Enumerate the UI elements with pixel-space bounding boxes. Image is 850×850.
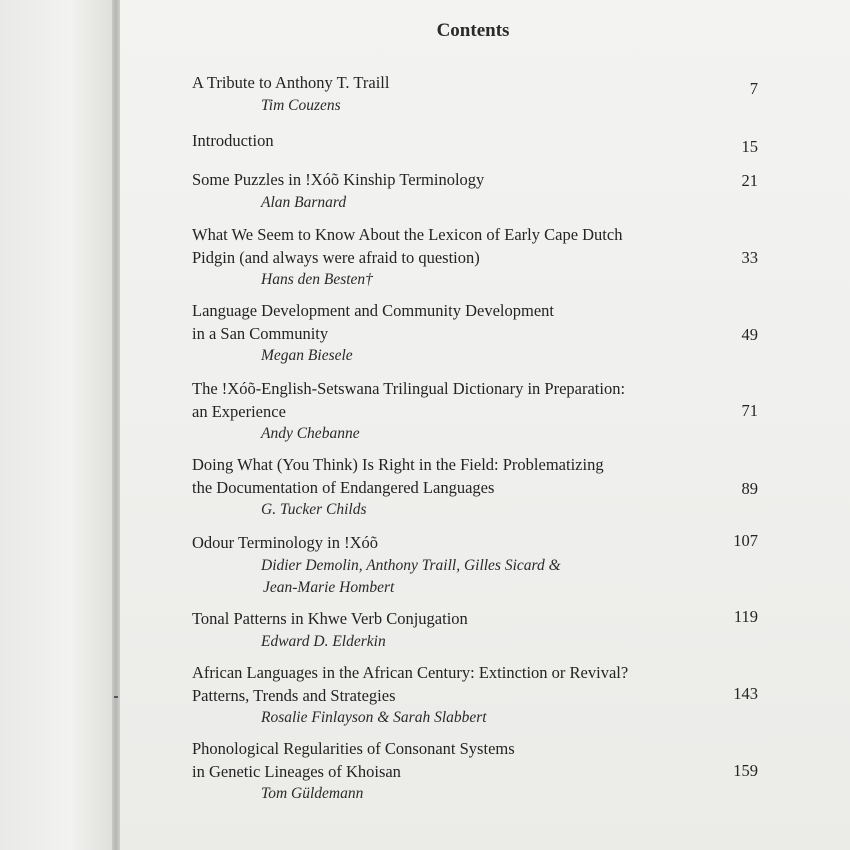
contents-heading: Contents xyxy=(436,20,510,41)
entry-author: Alan Barnard xyxy=(261,193,347,211)
toc-entry xyxy=(192,738,752,805)
entry-author: Tom Güldemann xyxy=(261,785,364,802)
entry-title-line: Odour Terminology in !Xóõ xyxy=(192,533,378,552)
entry-author: Jean-Marie Hombert xyxy=(263,578,395,596)
entry-author: Megan Biesele xyxy=(261,347,353,364)
entry-author: G. Tucker Childs xyxy=(261,501,367,518)
entry-author: Edward D. Elderkin xyxy=(261,632,386,650)
toc-entry xyxy=(192,662,752,729)
entry-title-line: Introduction xyxy=(192,131,274,150)
entry-page-number: 143 xyxy=(733,684,758,703)
page-mark xyxy=(114,696,118,698)
entry-title-line: African Languages in the African Century: Extinction or Revival? xyxy=(192,663,629,682)
entry-title-line: an Experience xyxy=(192,401,286,421)
page-edge-shadow xyxy=(112,0,120,850)
toc-entry xyxy=(192,378,752,445)
entry-title-line: Doing What (You Think) Is Right in the Field: Problematizing xyxy=(192,455,604,474)
entry-title-line: Phonological Regularities of Consonant Systems xyxy=(192,739,515,758)
toc-entry xyxy=(192,224,752,291)
entry-author: Andy Chebanne xyxy=(261,425,360,442)
toc-entry xyxy=(192,532,752,599)
entry-page-number: 21 xyxy=(741,171,758,190)
entry-title-line: The !Xóõ-English-Setswana Trilingual Dictionary in Preparation: xyxy=(192,379,626,398)
entry-page-number: 7 xyxy=(749,79,758,98)
entry-author: Hans den Besten† xyxy=(261,271,373,288)
entry-author: Rosalie Finlayson & Sarah Slabbert xyxy=(261,709,487,726)
toc-entry xyxy=(192,169,752,214)
toc-entry xyxy=(192,130,752,153)
toc-entry xyxy=(192,300,752,367)
entry-title-line: the Documentation of Endangered Languages xyxy=(192,477,495,497)
entry-page-number: 15 xyxy=(741,137,758,156)
toc-entry xyxy=(192,608,752,653)
entry-title-line: What We Seem to Know About the Lexicon of Early Cape Dutch xyxy=(192,225,623,244)
contents-page xyxy=(120,0,850,850)
entry-author: Didier Demolin, Anthony Traill, Gilles Sicard & xyxy=(261,556,561,574)
entry-page-number: 33 xyxy=(741,248,758,267)
entry-page-number: 159 xyxy=(733,761,758,780)
entry-page-number: 89 xyxy=(741,479,758,498)
entry-page-number: 49 xyxy=(741,325,758,344)
entry-title-line: Tonal Patterns in Khwe Verb Conjugation xyxy=(192,609,468,628)
entry-title-line: Pidgin (and always were afraid to question) xyxy=(192,247,480,267)
entry-title-line: Some Puzzles in !Xóõ Kinship Terminology xyxy=(192,170,485,189)
entry-title-line: Patterns, Trends and Strategies xyxy=(192,685,396,705)
entry-title-line: Language Development and Community Development xyxy=(192,301,554,320)
entry-title-line: in a San Community xyxy=(192,323,329,343)
entry-title-line: in Genetic Lineages of Khoisan xyxy=(192,761,401,781)
entry-page-number: 119 xyxy=(733,607,758,626)
entry-page-number: 71 xyxy=(741,401,758,420)
toc-entry xyxy=(192,72,752,117)
book-gutter xyxy=(0,0,118,850)
toc-entry xyxy=(192,454,752,521)
entry-page-number: 107 xyxy=(733,531,758,550)
entry-title-line: A Tribute to Anthony T. Traill xyxy=(192,73,390,92)
entry-author: Tim Couzens xyxy=(261,96,341,114)
